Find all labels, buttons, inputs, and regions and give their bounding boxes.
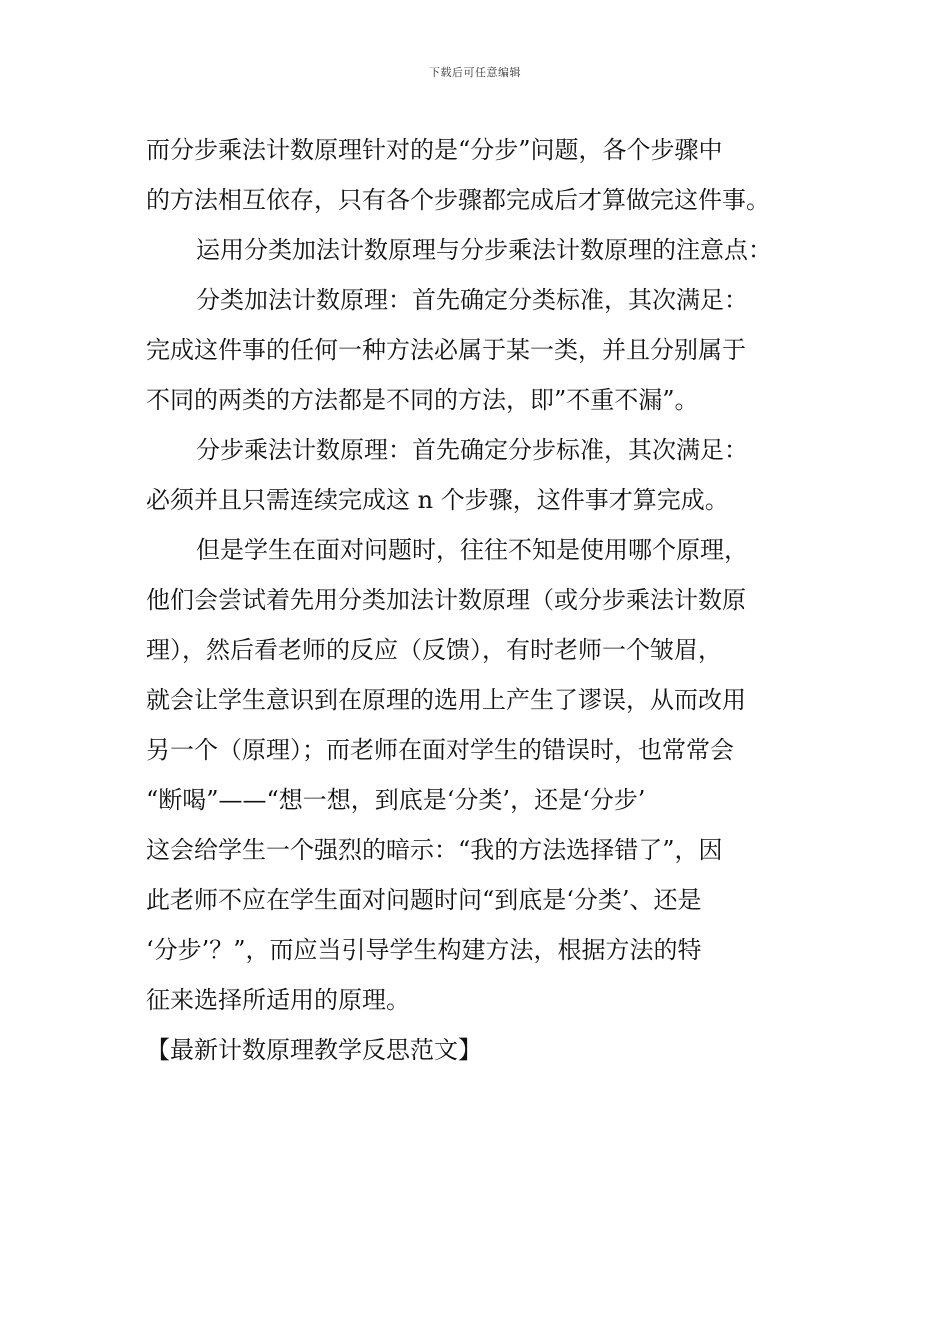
page-header-note: 下载后可任意编辑 (429, 66, 521, 79)
text-line: 而分步乘法计数原理针对的是“分步”问题，各个步骤中 (146, 136, 723, 164)
text-line: 必须并且只需连续完成这 n 个步骤，这件事才算完成。 (146, 486, 729, 514)
text-line: 他们会尝试着先用分类加法计数原理（或分步乘法计数原 (146, 586, 746, 614)
text-line: 就会让学生意识到在原理的选用上产生了谬误，从而改用 (146, 686, 746, 714)
text-line: 此老师不应在学生面对问题时问“到底是‘分类’、还是 (146, 886, 702, 914)
text-line: 运用分类加法计数原理与分步乘法计数原理的注意点： (196, 236, 772, 264)
text-line: 征来选择所适用的原理。 (146, 986, 410, 1014)
text-line: 不同的两类的方法都是不同的方法，即”不重不漏”。 (146, 386, 699, 414)
document-body (146, 125, 810, 1075)
text-line: 的方法相互依存，只有各个步骤都完成后才算做完这件事。 (146, 186, 770, 214)
text-line: ‘分步’？”，而应当引导学生构建方法，根据方法的特 (146, 936, 702, 964)
text-line: 完成这件事的任何一种方法必属于某一类，并且分别属于 (146, 336, 746, 364)
text-line: 分步乘法计数原理：首先确定分步标准，其次满足： (196, 436, 748, 464)
text-line: 但是学生在面对问题时，往往不知是使用哪个原理， (196, 536, 748, 564)
text-line: 这会给学生一个强烈的暗示：“我的方法选择错了”，因 (146, 836, 723, 864)
text-line: 分类加法计数原理：首先确定分类标准，其次满足： (196, 286, 748, 314)
text-line: 另一个（原理）；而老师在面对学生的错误时，也常常会 (146, 736, 734, 764)
section-heading: 【最新计数原理教学反思范文】 (146, 1036, 482, 1064)
text-line: 理），然后看老师的反应（反馈），有时老师一个皱眉， (146, 636, 722, 664)
text-line: “断喝”——“想一想，到底是‘分类’，还是‘分步’ (146, 786, 646, 814)
